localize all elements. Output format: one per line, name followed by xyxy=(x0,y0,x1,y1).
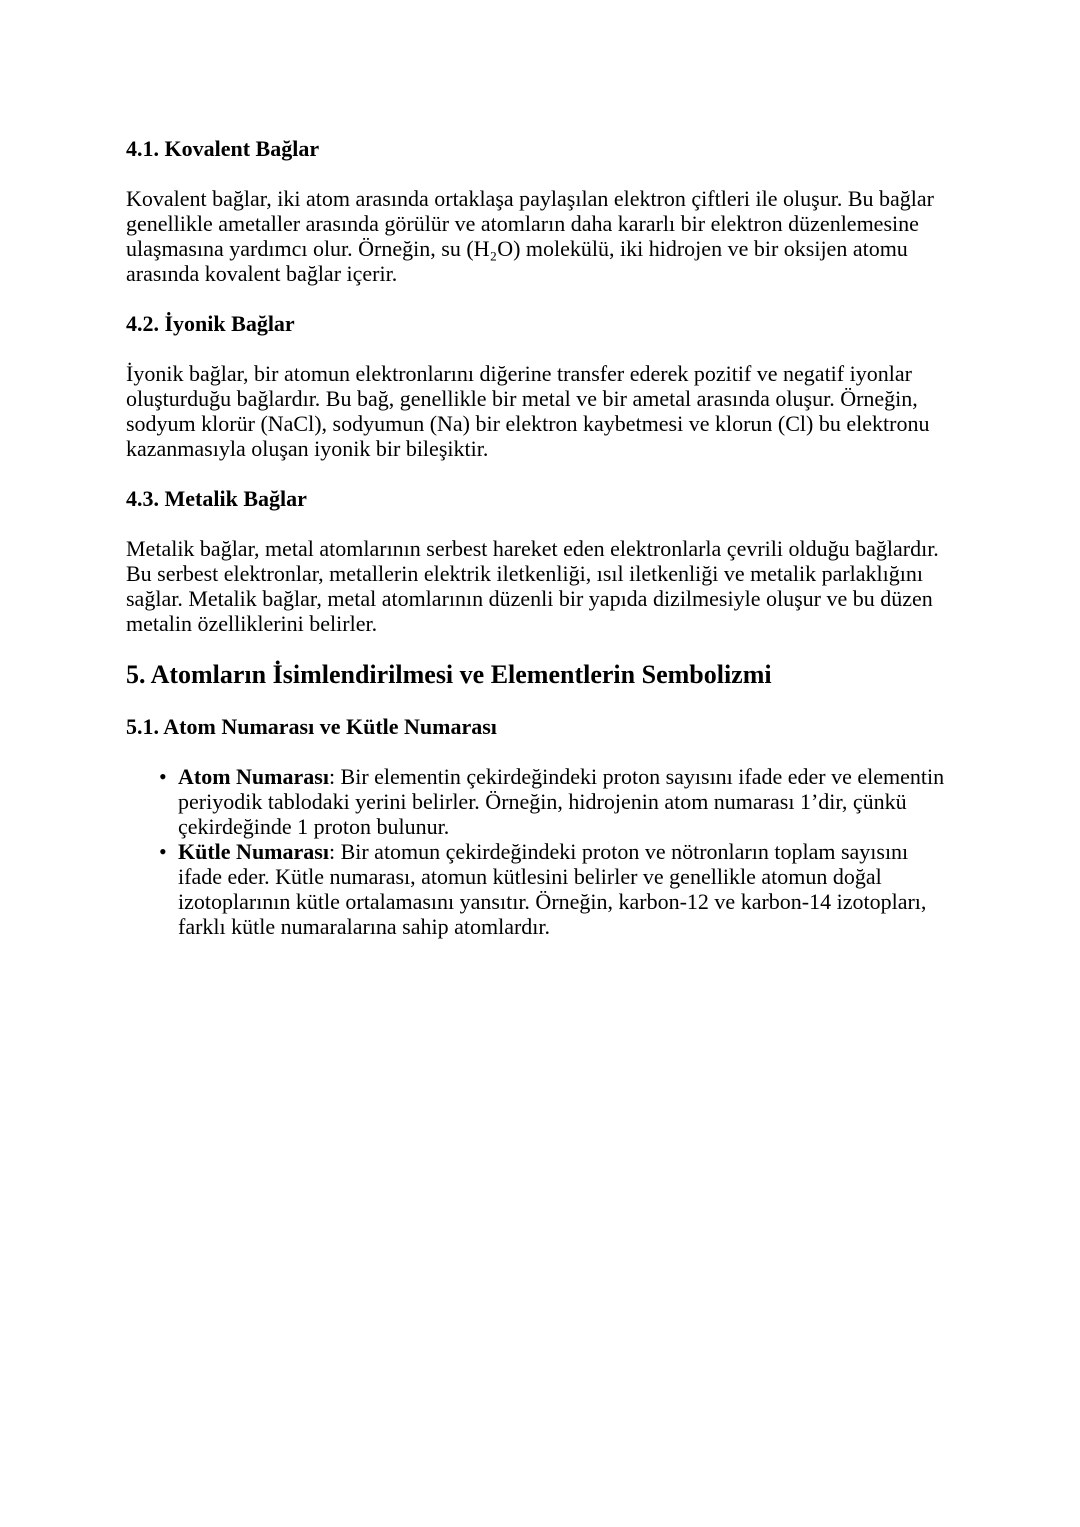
section-body-iyonik-baglar: İyonik bağlar, bir atomun elektronlarını diğerine transfer ederek pozitif ve negatif iyonlar oluşturduğu bağlardır. Bu bağ, genellikle bir metal ve bir ametal arasında oluşur. Örneğin, sodyum klorür (NaCl), sodyumun (Na) bir elektron kaybetmesi ve klorun (Cl) bu elektronu kazanmasıyla oluşan iyonik bir bileşiktir. xyxy=(126,361,930,461)
section-heading-atom-numarasi-ve-kutle-numarasi: 5.1. Atom Numarası ve Kütle Numarası xyxy=(126,714,497,739)
section-body-kovalent-baglar: Kovalent bağlar, iki atom arasında ortaklaşa paylaşılan elektron çiftleri ile oluşur. Bu bağlar genellikle ametaller arasında görülür ve atomların daha kararlı bir elektron düzenlemesine ulaşmasına yardımcı olur. Örneğin, su (H₂O) molekülü, iki hidrojen ve bir oksijen atomu arasında kovalent bağlar içerir. xyxy=(126,186,934,286)
section-heading-metalik-baglar: 4.3. Metalik Bağlar xyxy=(126,486,307,511)
definition-kutle-numarasi: : Bir atomun çekirdeğindeki proton ve nötronların toplam sayısını ifade eder. Kütle numarası, atomun kütlesini belirler ve genellikle atomun doğal izotoplarının kütle ortalamasını yansıtır. Örneğin, karbon-12 ve karbon-14 izotopları, farklı kütle numaralarına sahip atomlardır. xyxy=(178,839,927,939)
term-atom-numarasi: Atom Numarası xyxy=(178,764,329,789)
term-kutle-numarasi: Kütle Numarası xyxy=(178,839,329,864)
section-body-metalik-baglar: Metalik bağlar, metal atomlarının serbest hareket eden elektronlarla çevrili olduğu bağlardır. Bu serbest elektronlar, metallerin elektrik iletkenliği, ısıl iletkenliği ve metalik parlaklığını sağlar. Metalik bağlar, metal atomlarının düzenli bir yapıda dizilmesiyle oluşur ve bu düzen metalin özelliklerini belirler. xyxy=(126,536,939,636)
definition-atom-numarasi: : Bir elementin çekirdeğindeki proton sayısını ifade eder ve elementin periyodik tablodaki yerini belirler. Örneğin, hidrojenin atom numarası 1’dir, çünkü çekirdeğinde 1 proton bulunur. xyxy=(178,764,945,839)
section-heading-iyonik-baglar: 4.2. İyonik Bağlar xyxy=(126,311,295,336)
section-heading-kovalent-baglar: 4.1. Kovalent Bağlar xyxy=(126,136,320,161)
list-item-kutle-numarasi xyxy=(126,839,952,939)
definition-bullet-list xyxy=(126,764,952,939)
list-item-atom-numarasi xyxy=(126,764,952,839)
chapter-heading-atomlarin-isimlendirilmesi: 5. Atomların İsimlendirilmesi ve Elementlerin Sembolizmi xyxy=(126,660,772,689)
